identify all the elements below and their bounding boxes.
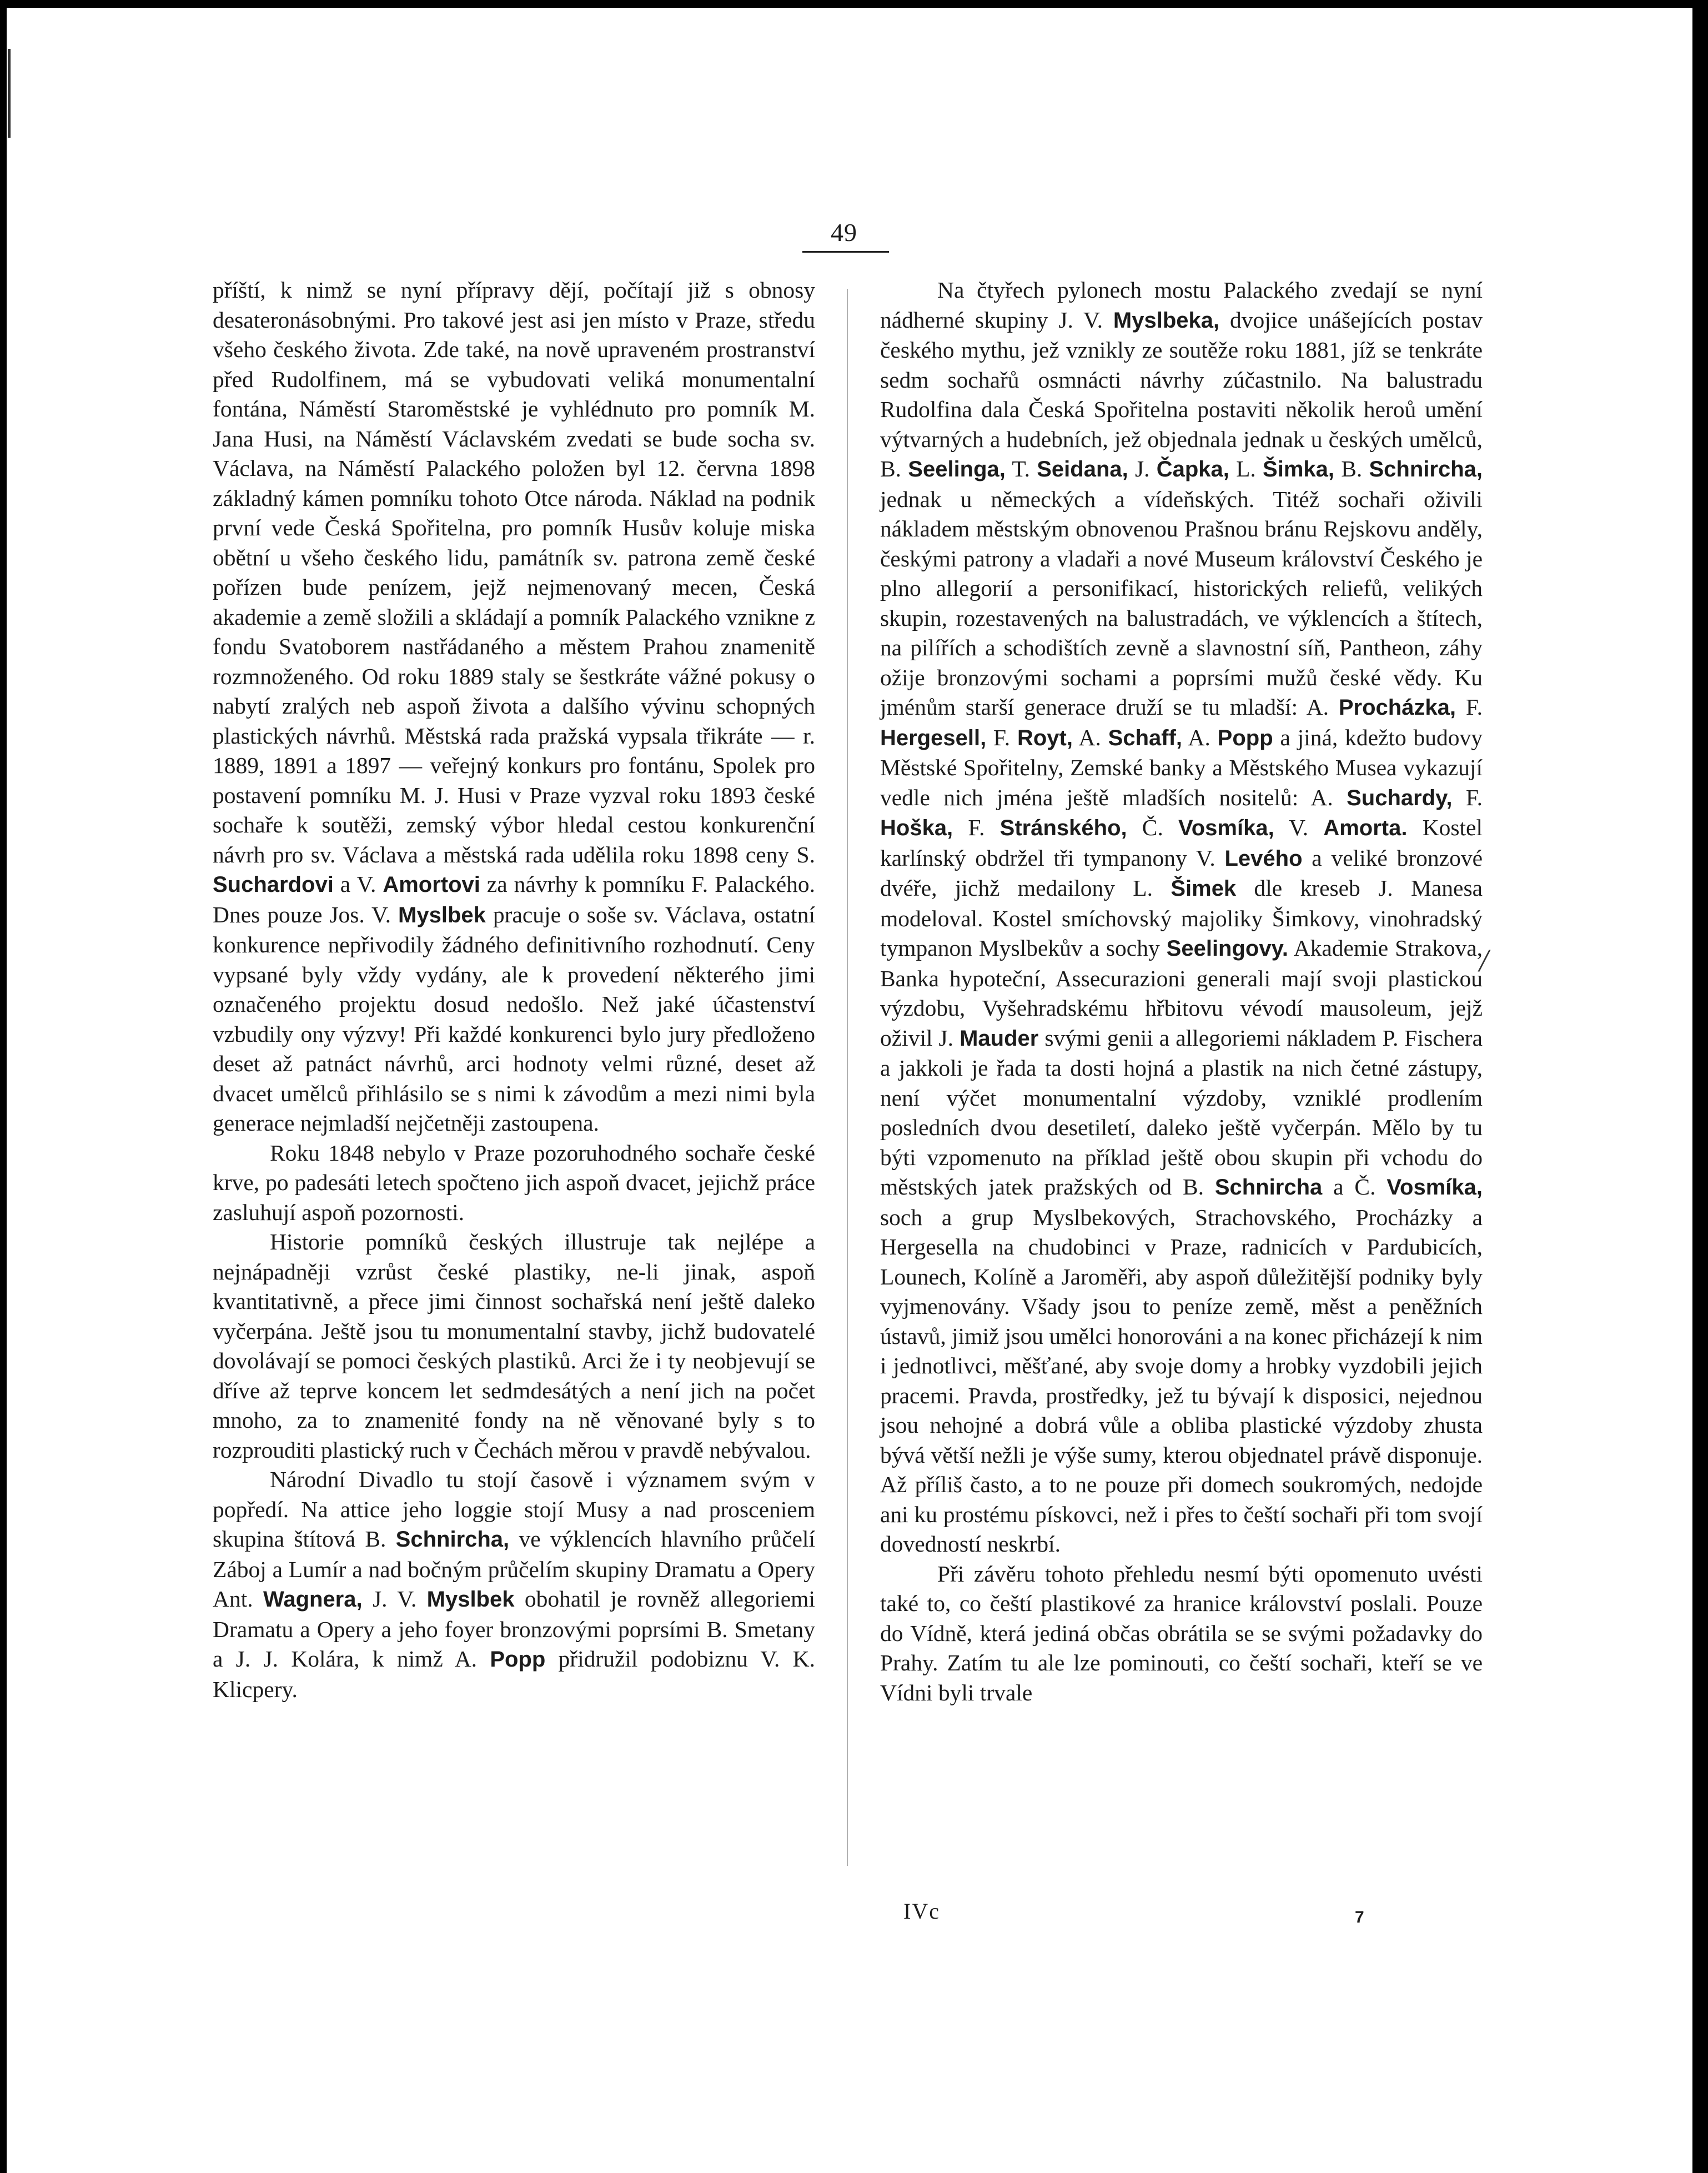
page-number: 49 <box>831 218 857 247</box>
artist-name: Vosmíka, <box>1387 1175 1483 1200</box>
paragraph <box>213 1138 815 1228</box>
text-run: a V. <box>333 871 383 897</box>
artist-name: Myslbek <box>426 1587 515 1612</box>
text-run: dvojice unášejících postav českého mythu, jež vznikly ze soutěže roku 1881, jíž se tenkráte sedm sochařů osmnácti návrhy zúčastnilo. Na balustradu Rudolfina dala Česká Spořitelna postaviti několik heroů umění výtvarných a hudebních, jež objednala jednak u českých umělců, B. <box>880 307 1483 481</box>
page-number-rule <box>802 251 889 253</box>
scan-border-left <box>0 0 7 2173</box>
artist-name: Popp <box>490 1647 546 1672</box>
text-run: V. <box>1274 815 1324 840</box>
text-run: dle kreseb J. Manesa modeloval. Kostel smíchovský majoliky Šimkovy, vinohradský tympanon Myslbekův a sochy <box>880 875 1483 961</box>
artist-name: Schaff, <box>1108 725 1182 750</box>
artist-name: Wagnera, <box>263 1587 363 1612</box>
text-run: Při závěru tohoto přehledu nesmí býti opomenuto uvésti také to, co čeští plastikové za hranice království poslali. Pouze do Vídně, která jediná občas obrátila se se svými požadavky do Prahy. Zatím tu ale lze pominouti, co čeští sochaři, kteří se ve Vídni byli trvale <box>880 1560 1483 1705</box>
text-run: Kostel karlínský obdržel tři tympanony V. <box>880 815 1483 871</box>
text-run: a veliké bronzové dvéře, jichž medailony L. <box>880 845 1483 901</box>
text-run: a Č. <box>1322 1174 1387 1200</box>
artist-name: Šimek <box>1171 876 1237 901</box>
artist-name: Vosmíka, <box>1178 816 1274 840</box>
sheet-number: 7 <box>1355 1908 1364 1926</box>
text-run: F. <box>1456 694 1483 720</box>
left-text-column <box>213 275 815 1704</box>
text-run: Č. <box>1127 815 1179 840</box>
text-run: za návrhy k pomníku F. Palackého. Dnes pouze Jos. V. <box>213 871 816 927</box>
text-run: obohatil je rovněž allegoriemi Dramatu a Opery a jeho foyer bronzovými poprsími B. Smetany a J. J. Kolára, k nimž A. <box>213 1586 815 1672</box>
paragraph <box>213 1465 815 1704</box>
text-run: Národní Divadlo tu stojí časově i významem svým v popředí. Na attice jeho loggie stojí Musy a nad prosceniem skupina štítová B. <box>213 1467 815 1552</box>
artist-name: Šimka, <box>1263 457 1334 481</box>
handwritten-margin-mark: / <box>1479 942 1489 978</box>
artist-name: Suchardovi <box>213 872 334 897</box>
artist-name: Hoška, <box>880 816 953 840</box>
text-run: F. <box>1452 784 1483 810</box>
text-run: ve výklencích hlavního průčelí Záboj a Lumír a nad bočným průčelím skupiny Dramatu a Opery Ant. <box>213 1526 815 1612</box>
text-run: Roku 1848 nebylo v Praze pozoruhodného sochaře české krve, po padesáti letech spočteno jich aspoň dvacet, jejichž práce zasluhují aspoň pozornosti. <box>213 1140 815 1225</box>
artist-name: Royt, <box>1017 725 1073 750</box>
text-run: J. <box>1128 456 1157 481</box>
text-run: A. <box>1182 724 1218 750</box>
text-run: A. <box>1072 724 1108 750</box>
artist-name: Myslbeka, <box>1113 308 1220 333</box>
text-run: L. <box>1229 456 1263 481</box>
text-run: T. <box>1005 456 1037 481</box>
artist-name: Stránského, <box>999 816 1127 840</box>
artist-name: Čapka, <box>1156 457 1229 481</box>
paragraph <box>213 1227 815 1465</box>
text-run: jednak u německých a vídeňských. Titéž sochaři oživili nákladem městským obnovenou Prašnou bránu Rejskovu anděly, českými patrony a vladaři a nové Museum království Českého je plno allegorií a personifikací, historických reliefů, velikých skupin, rozestavených na balustradách, ve výklencích a štítech, na pilířích a schodištích zevně a slavnostní síň, Pantheon, záhy ožije bronzovými sochami a poprsími mužů české vědy. Ku jménům starší generace druží se tu mladší: A. <box>880 486 1483 720</box>
artist-name: Popp <box>1217 725 1273 750</box>
artist-name: Amortovi <box>383 872 480 897</box>
artist-name: Schnircha, <box>395 1527 510 1552</box>
artist-name: Amorta. <box>1323 816 1408 840</box>
text-run: pracuje o soše sv. Václava, ostatní konkurence nepřivodily žádného definitivního rozhodnutí. Ceny vypsané byly vždy vydány, ale k provedení některého jimi označeného projektu dosud nedošlo. Než jaké účastenství vzbudily ony výzvy! Při každé konkurenci bylo jury předloženo deset až patnáct návrhů, arci hodnoty velmi různé, deset až dvacet umělců přihlásilo se s nimi k závodům a mezi nimi byla generace nejmladší nejčetněji zastoupena. <box>213 901 815 1136</box>
paragraph <box>880 275 1483 1559</box>
scan-border-top <box>0 0 1708 8</box>
text-run: F. <box>953 815 1000 840</box>
scan-border-right <box>1692 0 1708 2173</box>
artist-name: Mauder <box>960 1026 1039 1051</box>
artist-name: Suchardy, <box>1347 785 1453 810</box>
paragraph <box>213 275 815 1138</box>
text-run: J. V. <box>362 1586 427 1612</box>
text-run: soch a grup Myslbekových, Strachovského, Procházky a Hergesella na chudobinci v Praze, radnicích v Pardubicích, Lounech, Kolíně a Jaroměři, aby aspoň důležitější podniky byly vyjmenovány. Všady jsou to peníze země, měst a peněžních ústavů, jimiž jsou umělci honorováni a na konec přicházejí k nim i jednotlivci, měšťané, aby svoje domy a hrobky vyzdobili jejich pracemi. Pravda, prostředky, jež tu bývají k disposici, nejednou jsou nehojné a dobrá vůle a obliba plastické výzdoby zhusta bývá větší nežli je výše sumy, kterou objednatel právě disponuje. Až příliš často, a to ne pouze při domech soukromých, nedojde ani ku prostému pískovci, než i přes to čeští sochaři při tom svojí dovedností neskrbí. <box>880 1204 1483 1557</box>
artist-name: Levého <box>1224 846 1303 871</box>
text-run: B. <box>1334 456 1369 481</box>
artist-name: Seelingovy. <box>1166 936 1288 961</box>
artist-name: Seelinga, <box>908 457 1006 481</box>
artist-name: Myslbek <box>398 902 486 927</box>
text-run: Historie pomníků českých illustruje tak nejlépe a nejnápadněji vzrůst české plastiky, ne-li jinak, aspoň kvantitativně, a přece jimi činnost sochařská není ještě daleko vyčerpána. Ještě jsou tu monumentalní stavby, jichž budovatelé dovolávají se pomoci českých plastiků. Arci že i ty neobjevují se dříve až teprve koncem let sedmdesátých a není jich na počet mnoho, za to znamenité fondy na ně věnované byly s to rozprouditi plastický ruch v Čechách měrou v pravdě nebývalou. <box>213 1229 815 1463</box>
text-run: Akademie Strakova, Banka hypoteční, Assecurazioni generali mají svoji plastickou výzdobu, Vyšehradskému hřbitovu vévodí mausoleum, jejž oživil J. <box>880 935 1483 1051</box>
artist-name: Seidana, <box>1037 457 1128 481</box>
signature-mark: IVc <box>903 1899 940 1924</box>
artist-name: Schnircha <box>1214 1175 1323 1200</box>
artist-name: Hergesell, <box>880 725 987 750</box>
scan-edge-mark <box>8 49 11 138</box>
right-text-column <box>880 275 1483 1708</box>
text-run: příští, k nimž se nyní přípravy dějí, počítají již s obnosy desateronásobnými. Pro takové jest asi jen místo v Praze, středu všeho českého života. Zde také, na nově upraveném prostranství před Rudolfinem, má se vybudovati veliká monumentalní fontána, Náměstí Staroměstské je vyhlédnuto pro pomník M. Jana Husi, na Náměstí Václavském zvedati se bude socha sv. Václava, na Náměstí Palackého položen byl 12. června 1898 základný kámen pomníku tohoto Otce národa. Náklad na podnik první vede Česká Spořitelna, pro pomník Husův koluje miska obětní u všeho českého lidu, památník sv. patrona země české pořízen bude penízem, jejž nejmenovaný mecen, Česká akademie a země složili a skládají a pomník Palackého vznikne z fondu Svatoborem nastřádaného a městem Prahou znamenitě rozmnoženého. Od roku 1889 staly se šestkráte vážné pokusy o nabytí zralých neb aspoň života a dalšího vývinu schopných plastických návrhů. Městská rada pražská vypsala třikráte — r. 1889, 1891 a 1897 — veřejný konkurs pro fontánu, Spolek pro postavení pomníku M. J. Husi v Praze vyzval roku 1893 české sochaře k soutěži, zemský výbor hledal cestou konkurenční návrh pro sv. Václava a městská rada udělila roku 1898 ceny S. <box>213 277 815 867</box>
column-divider <box>847 289 848 1866</box>
text-run: F. <box>986 724 1017 750</box>
text-run: svými genii a allegoriemi nákladem P. Fischera a jakkoli je řada ta dosti hojná a plastik na nich četné zástupy, není výčet monumentalní výzdoby, vzniklé prodlením posledních dvou desetiletí, daleko ještě vyčerpán. Mělo by tu býti vzpomenuto na příklad ještě obou skupin při vchodu do městských jatek pražských od B. <box>880 1025 1483 1200</box>
paragraph <box>880 1559 1483 1708</box>
artist-name: Schnircha, <box>1369 457 1483 481</box>
text-run: a jiná, kdežto budovy Městské Spořitelny, Zemské banky a Městského Musea vykazují vedle nich jména ještě mladších nositelů: A. <box>880 724 1483 810</box>
text-run: Na čtyřech pylonech mostu Palackého zvedají se nyní nádherné skupiny J. V. <box>880 277 1483 333</box>
text-run: přidružil podobiznu V. K. Klicpery. <box>213 1646 815 1702</box>
artist-name: Procházka, <box>1338 695 1456 720</box>
